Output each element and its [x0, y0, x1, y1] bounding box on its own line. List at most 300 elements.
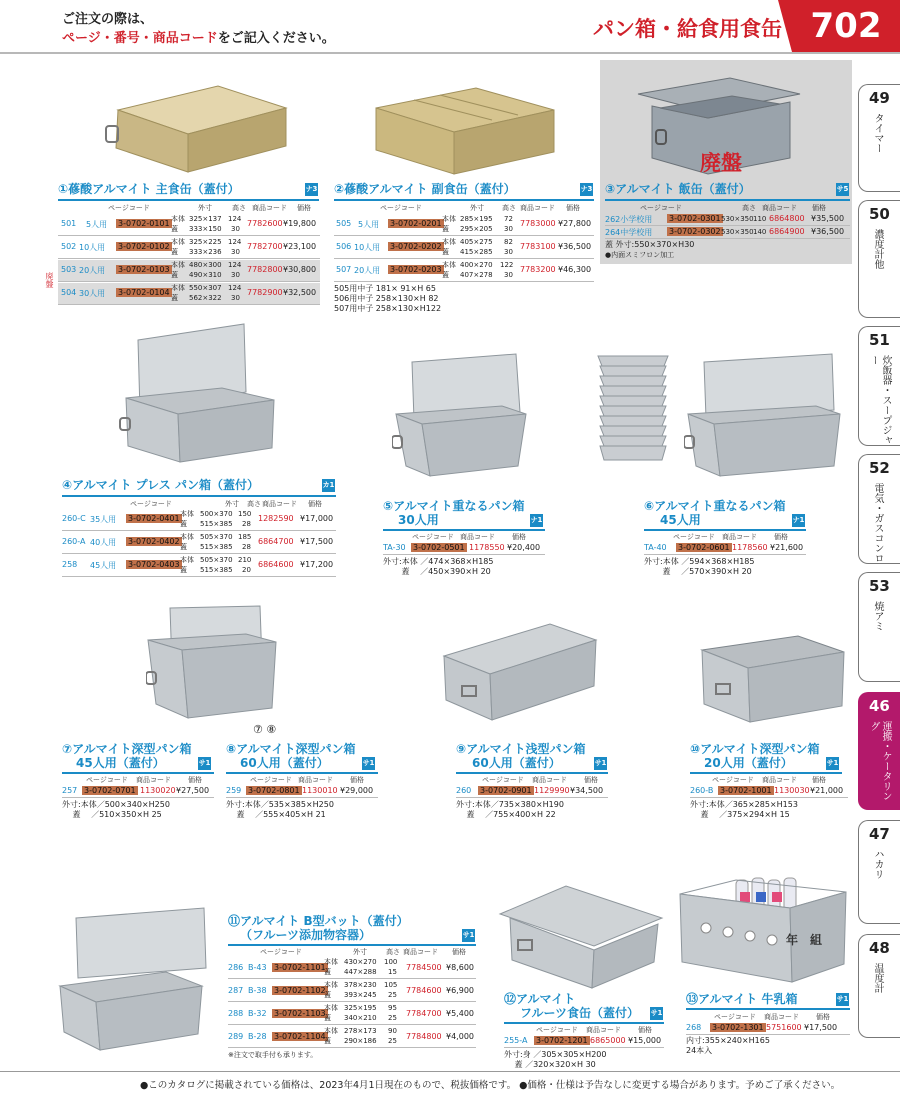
- lid-height: 30: [231, 294, 240, 302]
- price: ¥17,500: [300, 537, 334, 546]
- table-header-page: ページコード: [250, 776, 292, 784]
- product-code: 1178550: [469, 543, 505, 552]
- catalog-code: 3-0702-0601: [678, 543, 730, 552]
- lid-size: 407×278: [460, 271, 493, 279]
- title-underline: [456, 772, 608, 774]
- lid-size: 515×385: [200, 543, 233, 551]
- table-row: [456, 785, 608, 798]
- side-tab-52[interactable]: [858, 454, 900, 564]
- table-row: [228, 980, 476, 1002]
- insert-note: 506用中子 258×130×H 82: [334, 294, 439, 303]
- title-underline: [334, 199, 594, 201]
- table-header-product-code: 商品コード: [403, 948, 438, 956]
- title-underline: [383, 529, 545, 531]
- size-note: 外寸:本体／500×340×H250: [62, 800, 170, 809]
- lid-size: 415×285: [460, 248, 493, 256]
- side-tab-49[interactable]: [858, 84, 900, 192]
- lid-height: 30: [231, 271, 240, 279]
- order-note: [62, 10, 335, 48]
- lid-height: 30: [231, 225, 240, 233]
- maker-badge: サ1: [594, 757, 607, 770]
- lid-label: 蓋: [442, 271, 449, 279]
- catalog-code: 3-0702-1201: [536, 1036, 588, 1045]
- lid-height: 30: [231, 248, 240, 256]
- side-tab-50[interactable]: [858, 200, 900, 318]
- product-code: 7783100: [520, 242, 556, 251]
- product-code: 1129990: [534, 786, 570, 795]
- lid-size: 333×150: [189, 225, 222, 233]
- table-row: [62, 785, 214, 798]
- page-code: 260: [456, 786, 472, 795]
- product-13-image: [676, 876, 848, 988]
- body-height: 124: [228, 238, 242, 246]
- product-5-image: [392, 352, 532, 484]
- page-code: 257: [62, 786, 78, 795]
- price: ¥36,500: [558, 242, 592, 251]
- table-header-size: 外寸: [198, 204, 212, 212]
- product-13-title: ⑬アルマイト 牛乳箱: [686, 992, 798, 1006]
- product-12-image: [494, 884, 668, 990]
- maker-badge: サ1: [650, 1007, 663, 1020]
- side-tab-46[interactable]: [858, 692, 900, 810]
- capacity: 35人用: [90, 515, 117, 524]
- capacity: 10人用: [79, 243, 106, 252]
- size-note: 蓋 ／755×400×H 22: [456, 810, 556, 819]
- table-row: [605, 213, 850, 226]
- school-type: 264中学校用: [605, 228, 653, 237]
- lid-height: 28: [242, 543, 251, 551]
- body-height: 124: [228, 261, 242, 269]
- table-header-page: ページコード: [260, 948, 302, 956]
- body-size: 430×270: [344, 958, 377, 966]
- title-underline: [644, 529, 806, 531]
- body-label: 本体: [442, 261, 456, 269]
- table-header-product-code: 商品コード: [532, 776, 567, 784]
- body-size: 500×370: [200, 510, 233, 518]
- model-name: B-38: [248, 986, 267, 995]
- maker-badge: サ1: [362, 757, 375, 770]
- table-header-size: 外寸: [225, 500, 239, 508]
- table-header-product-code: 商品コード: [762, 204, 797, 212]
- capacity: 20人用: [354, 266, 381, 275]
- catalog-code: 3-0702-0302: [669, 227, 721, 236]
- price: ¥4,000: [446, 1032, 474, 1041]
- product-1-title: ①蓚酸アルマイト 主食缶（蓋付）: [58, 182, 240, 196]
- table-header-price: 価格: [774, 533, 788, 541]
- lid-size: 490×310: [189, 271, 222, 279]
- maker-badge: カ1: [322, 479, 335, 492]
- tab-label: 濃度計他: [872, 229, 883, 269]
- model-name: B-28: [248, 1032, 267, 1041]
- body-height: 100: [384, 958, 398, 966]
- size-note: 外寸:本体 ／594×368×H185: [644, 557, 755, 566]
- table-header-product-code: 商品コード: [764, 1013, 799, 1021]
- product-12-subtitle: フルーツ食缶（蓋付）: [520, 1006, 640, 1020]
- table-row: [228, 957, 476, 979]
- school-type: 262小学校用: [605, 215, 653, 224]
- lid-height: 25: [388, 1037, 397, 1045]
- body-label: 本体: [180, 533, 194, 541]
- product-code: 6865000: [590, 1036, 626, 1045]
- price: ¥15,000: [628, 1036, 662, 1045]
- capacity: 10人用: [354, 243, 381, 252]
- size-note: 外寸:身 ／305×305×H200: [504, 1050, 607, 1059]
- lid-label: 蓋: [180, 520, 187, 528]
- tab-label: 温度計: [872, 963, 883, 993]
- side-tab-51[interactable]: [858, 326, 900, 446]
- product-12-title: ⑫アルマイト: [504, 992, 576, 1006]
- body-size: 325×195: [344, 1004, 377, 1012]
- body-height: 105: [384, 981, 398, 989]
- table-header-price: 価格: [350, 776, 364, 784]
- page-number: 702: [792, 0, 900, 52]
- page-code: 504: [61, 288, 77, 297]
- price: ¥27,800: [558, 219, 592, 228]
- product-code: 1130030: [774, 786, 810, 795]
- table-row: [605, 226, 850, 239]
- tab-number: 52: [869, 459, 890, 477]
- catalog-code: 3-0702-0901: [480, 786, 532, 795]
- model-name: B-43: [248, 963, 267, 972]
- stacked-boxes-image: [592, 350, 686, 468]
- price: ¥21,000: [810, 786, 844, 795]
- table-row: [690, 785, 848, 798]
- table-header-size: 外寸: [353, 948, 367, 956]
- price: ¥8,600: [446, 963, 474, 972]
- maker-badge: サ1: [462, 929, 475, 942]
- table-row: [58, 260, 320, 282]
- table-header-product-code: 商品コード: [460, 533, 495, 541]
- lid-height: 30: [504, 271, 513, 279]
- product-code: 6864900: [769, 227, 805, 236]
- table-header-page: ページコード: [482, 776, 524, 784]
- tab-label: 炊飯器・スープジャー: [868, 355, 891, 445]
- catalog-code: 3-0702-1103: [274, 1009, 326, 1018]
- maker-badge: サ1: [826, 757, 839, 770]
- table-header-price: 価格: [297, 204, 311, 212]
- table-header-page: ページコード: [712, 776, 754, 784]
- product-11-subtitle: （フルーツ添加物容器）: [240, 928, 372, 942]
- page-code: 502: [61, 242, 77, 251]
- size: 530×350: [721, 215, 754, 223]
- table-header-product-code: 商品コード: [298, 776, 333, 784]
- lid-size: 340×210: [344, 1014, 377, 1022]
- table-row: [58, 283, 320, 305]
- page-code: 258: [62, 560, 78, 569]
- table-header-product-code: 商品コード: [136, 776, 171, 784]
- price: ¥5,400: [446, 1009, 474, 1018]
- page-code: 259: [226, 786, 242, 795]
- title-underline: [62, 772, 214, 774]
- body-size: 278×173: [344, 1027, 377, 1035]
- lid-size: 515×385: [200, 520, 233, 528]
- lid-label: 蓋: [324, 968, 331, 976]
- size-note: 外寸:本体／735×380×H190: [456, 800, 564, 809]
- body-height: 210: [238, 556, 252, 564]
- body-height: 124: [228, 284, 242, 292]
- capacity: 20人用: [79, 266, 106, 275]
- maker-badge: サ5: [836, 183, 849, 196]
- table-header-product-code: 商品コード: [586, 1026, 621, 1034]
- maker-badge: ナ1: [792, 514, 805, 527]
- lid-label: 蓋: [442, 225, 449, 233]
- page-code: 501: [61, 219, 77, 228]
- lid-label: 蓋: [171, 225, 178, 233]
- model-name: B-32: [248, 1009, 267, 1018]
- table-header-product-code: 商品コード: [722, 533, 757, 541]
- product-code: 1282590: [258, 514, 294, 523]
- lid-size: 447×288: [344, 968, 377, 976]
- table-header-height: 高さ: [742, 204, 756, 212]
- table-header-height: 高さ: [502, 204, 516, 212]
- capacity: 45人用: [90, 561, 117, 570]
- table-header-product-code: 商品コード: [520, 204, 555, 212]
- side-tab-53[interactable]: [858, 572, 900, 682]
- lid-height: 30: [504, 225, 513, 233]
- body-height: 122: [500, 261, 514, 269]
- body-label: 本体: [324, 981, 338, 989]
- lid-label: 蓋: [442, 248, 449, 256]
- product-code: 1178560: [732, 543, 768, 552]
- table-header-price: 価格: [816, 1013, 830, 1021]
- tab-number: 47: [869, 825, 890, 843]
- product-code: 7784600: [406, 986, 442, 995]
- body-label: 本体: [442, 215, 456, 223]
- body-height: 150: [238, 510, 252, 518]
- maker-badge: サ1: [836, 993, 849, 1006]
- title-underline: [228, 944, 476, 946]
- lid-height: 28: [242, 520, 251, 528]
- tab-label: 電気・ガスコンロ: [872, 483, 883, 563]
- lid-size: 515×385: [200, 566, 233, 574]
- product-code: 6864600: [258, 560, 294, 569]
- product-2-title: ②蓚酸アルマイト 副食缶（蓋付）: [334, 182, 516, 196]
- title-underline: [226, 772, 378, 774]
- tab-label: 運搬・ケータリング: [868, 721, 891, 801]
- body-label: 本体: [324, 1027, 338, 1035]
- lid-label: 蓋: [171, 294, 178, 302]
- table-header-page: ページコード: [536, 1026, 578, 1034]
- order-note-rest: をご記入ください。: [217, 31, 335, 46]
- product-8-subtitle: 60人用（蓋付）: [240, 756, 329, 770]
- size-note: 外寸:本体／365×285×H153: [690, 800, 798, 809]
- product-6-title: ⑥アルマイト重なるパン箱: [644, 499, 786, 513]
- page-code: 287: [228, 986, 244, 995]
- tab-label: タイマー: [872, 113, 883, 153]
- side-tab-48[interactable]: [858, 934, 900, 1038]
- product-11-title: ⑪アルマイト B型バット（蓋付）: [228, 914, 409, 928]
- table-header-price: 価格: [188, 776, 202, 784]
- body-size: 378×230: [344, 981, 377, 989]
- page-code: 289: [228, 1032, 244, 1041]
- catalog-code: 3-0702-0104: [118, 288, 170, 297]
- table-header-page: ページコード: [108, 204, 150, 212]
- price: ¥34,500: [570, 786, 604, 795]
- tab-number: 50: [869, 205, 890, 223]
- lid-height: 15: [388, 968, 397, 976]
- product-code: 7784800: [406, 1032, 442, 1041]
- catalog-code: 3-0702-1104: [274, 1032, 326, 1041]
- product-code: 7783000: [520, 219, 556, 228]
- table-header-price: 価格: [308, 500, 322, 508]
- price: ¥19,800: [283, 219, 317, 228]
- maker-badge: ナ3: [580, 183, 593, 196]
- size-note: 蓋 ／570×390×H 20: [644, 567, 752, 576]
- price: ¥32,500: [283, 288, 317, 297]
- body-height: 95: [388, 1004, 397, 1012]
- body-label: 本体: [180, 510, 194, 518]
- lid-size: 333×236: [189, 248, 222, 256]
- page-code: 286: [228, 963, 244, 972]
- title-underline: [605, 199, 850, 201]
- lid-height: 25: [388, 991, 397, 999]
- order-note-line1: ご注文の際は、: [62, 12, 154, 27]
- table-row: [228, 1003, 476, 1025]
- maker-badge: ナ3: [305, 183, 318, 196]
- size-note: 蓋 ／510×350×H 25: [62, 810, 162, 819]
- table-header-price: 価格: [812, 776, 826, 784]
- body-size: 505×370: [200, 556, 233, 564]
- footer-rule: [0, 1071, 900, 1072]
- page-code: 505: [336, 219, 352, 228]
- size-note: 外寸:本体／535×385×H250: [226, 800, 334, 809]
- tab-label: ハカリ: [872, 849, 883, 879]
- table-header-product-code: 商品コード: [252, 204, 287, 212]
- tab-number: 48: [869, 939, 890, 957]
- product-11-image: [56, 906, 216, 1056]
- table-row: [226, 785, 378, 798]
- table-header-product-code: 商品コード: [262, 500, 297, 508]
- size-note: 外寸:本体 ／474×368×H185: [383, 557, 494, 566]
- body-label: 本体: [171, 261, 185, 269]
- body-size: 405×275: [460, 238, 493, 246]
- table-row: [334, 237, 594, 259]
- catalog-code: 3-0702-1101: [274, 963, 326, 972]
- body-label: 本体: [324, 1004, 338, 1012]
- lid-height: 20: [242, 566, 251, 574]
- table-row: [62, 532, 336, 554]
- capacity: 30人用: [79, 289, 106, 298]
- tab-number: 51: [869, 331, 890, 349]
- capacity: 5人用: [358, 220, 380, 229]
- capacity: 40人用: [90, 538, 117, 547]
- product-code: 1130010: [302, 786, 338, 795]
- body-size: 550×307: [189, 284, 222, 292]
- lid-size: 562×322: [189, 294, 222, 302]
- lid-label: 蓋: [324, 1037, 331, 1045]
- product-code: 1130020: [140, 786, 176, 795]
- catalog-code: 3-0702-0102: [118, 242, 170, 251]
- title-underline: [504, 1022, 664, 1024]
- discontinued-label: 廃盤: [45, 272, 54, 288]
- product-5-title: ⑤アルマイト重なるパン箱: [383, 499, 525, 513]
- catalog-code: 3-0702-0801: [248, 786, 300, 795]
- lid-size: 393×245: [344, 991, 377, 999]
- price: ¥36,500: [811, 227, 845, 236]
- order-note-emphasis: ページ・番号・商品コード: [62, 31, 218, 46]
- coating-note: ●内面スミフロン加工: [605, 251, 675, 259]
- price: ¥21,600: [770, 543, 804, 552]
- catalog-code: 3-0702-0701: [84, 786, 136, 795]
- tab-label: 焼アミ: [872, 601, 883, 631]
- page-code: 260-C: [62, 514, 86, 523]
- price: ¥23,100: [283, 242, 317, 251]
- table-row: [334, 214, 594, 236]
- product-code: 7782800: [247, 265, 283, 274]
- table-row: [644, 542, 806, 555]
- page-code: 260-A: [62, 537, 86, 546]
- lid-label: 蓋: [180, 566, 187, 574]
- catalog-code: 3-0702-0203: [390, 265, 442, 274]
- lid-label: 蓋: [324, 1014, 331, 1022]
- product-7-8-image: [146, 602, 296, 722]
- product-code: 7782900: [247, 288, 283, 297]
- table-header-price: 価格: [638, 1026, 652, 1034]
- body-height: 82: [504, 238, 513, 246]
- page-code: 503: [61, 265, 77, 274]
- price: ¥29,000: [340, 786, 374, 795]
- product-10-subtitle: 20人用（蓋付）: [704, 756, 793, 770]
- body-label: 本体: [180, 556, 194, 564]
- height: 140: [753, 228, 767, 236]
- table-row: [504, 1035, 664, 1048]
- lid-label: 蓋: [171, 248, 178, 256]
- product-3-title: ③アルマイト 飯缶（蓋付）: [605, 182, 751, 196]
- table-header-size: 外寸: [470, 204, 484, 212]
- lid-label: 蓋: [180, 543, 187, 551]
- body-size: 285×195: [460, 215, 493, 223]
- product-9-title: ⑨アルマイト浅型パン箱: [456, 742, 586, 756]
- product-code: 6864700: [258, 537, 294, 546]
- catalog-code: 3-0702-0501: [413, 543, 465, 552]
- table-header-price: 価格: [812, 204, 826, 212]
- section-title: パン箱・給食用食缶: [593, 17, 782, 41]
- product-5-subtitle: 30人用: [398, 513, 439, 527]
- table-header-page: ページコード: [640, 204, 682, 212]
- maker-badge: ナ1: [530, 514, 543, 527]
- side-tab-47[interactable]: [858, 820, 900, 924]
- lid-note: 蓋 外寸:550×370×H30: [605, 240, 695, 249]
- product-code: 7782700: [247, 242, 283, 251]
- image-caption: ⑦ ⑧: [253, 723, 277, 736]
- lid-height: 30: [504, 248, 513, 256]
- table-header-page: ページコード: [130, 500, 172, 508]
- lid-height: 25: [388, 1014, 397, 1022]
- body-label: 本体: [324, 958, 338, 966]
- table-header-height: 高さ: [247, 500, 261, 508]
- product-9-image: [440, 616, 600, 724]
- product-code: 7783200: [520, 265, 556, 274]
- body-label: 本体: [171, 215, 185, 223]
- class-label: 年 組: [786, 933, 823, 947]
- table-header-product-code: 商品コード: [762, 776, 797, 784]
- table-header-height: 高さ: [232, 204, 246, 212]
- lid-label: 蓋: [171, 271, 178, 279]
- catalog-code: 3-0702-1301: [712, 1023, 764, 1032]
- table-header-page: ページコード: [412, 533, 454, 541]
- table-row: [383, 542, 545, 555]
- product-10-image: [698, 628, 848, 728]
- product-1-image: [98, 68, 294, 178]
- body-size: 480×300: [189, 261, 222, 269]
- catalog-code: 3-0702-0401: [128, 514, 180, 523]
- price: ¥17,500: [804, 1023, 838, 1032]
- body-height: 185: [238, 533, 252, 541]
- page-code: 268: [686, 1023, 702, 1032]
- table-header-page: ページコード: [673, 533, 715, 541]
- page-code: 255-A: [504, 1036, 528, 1045]
- table-header-price: 価格: [584, 776, 598, 784]
